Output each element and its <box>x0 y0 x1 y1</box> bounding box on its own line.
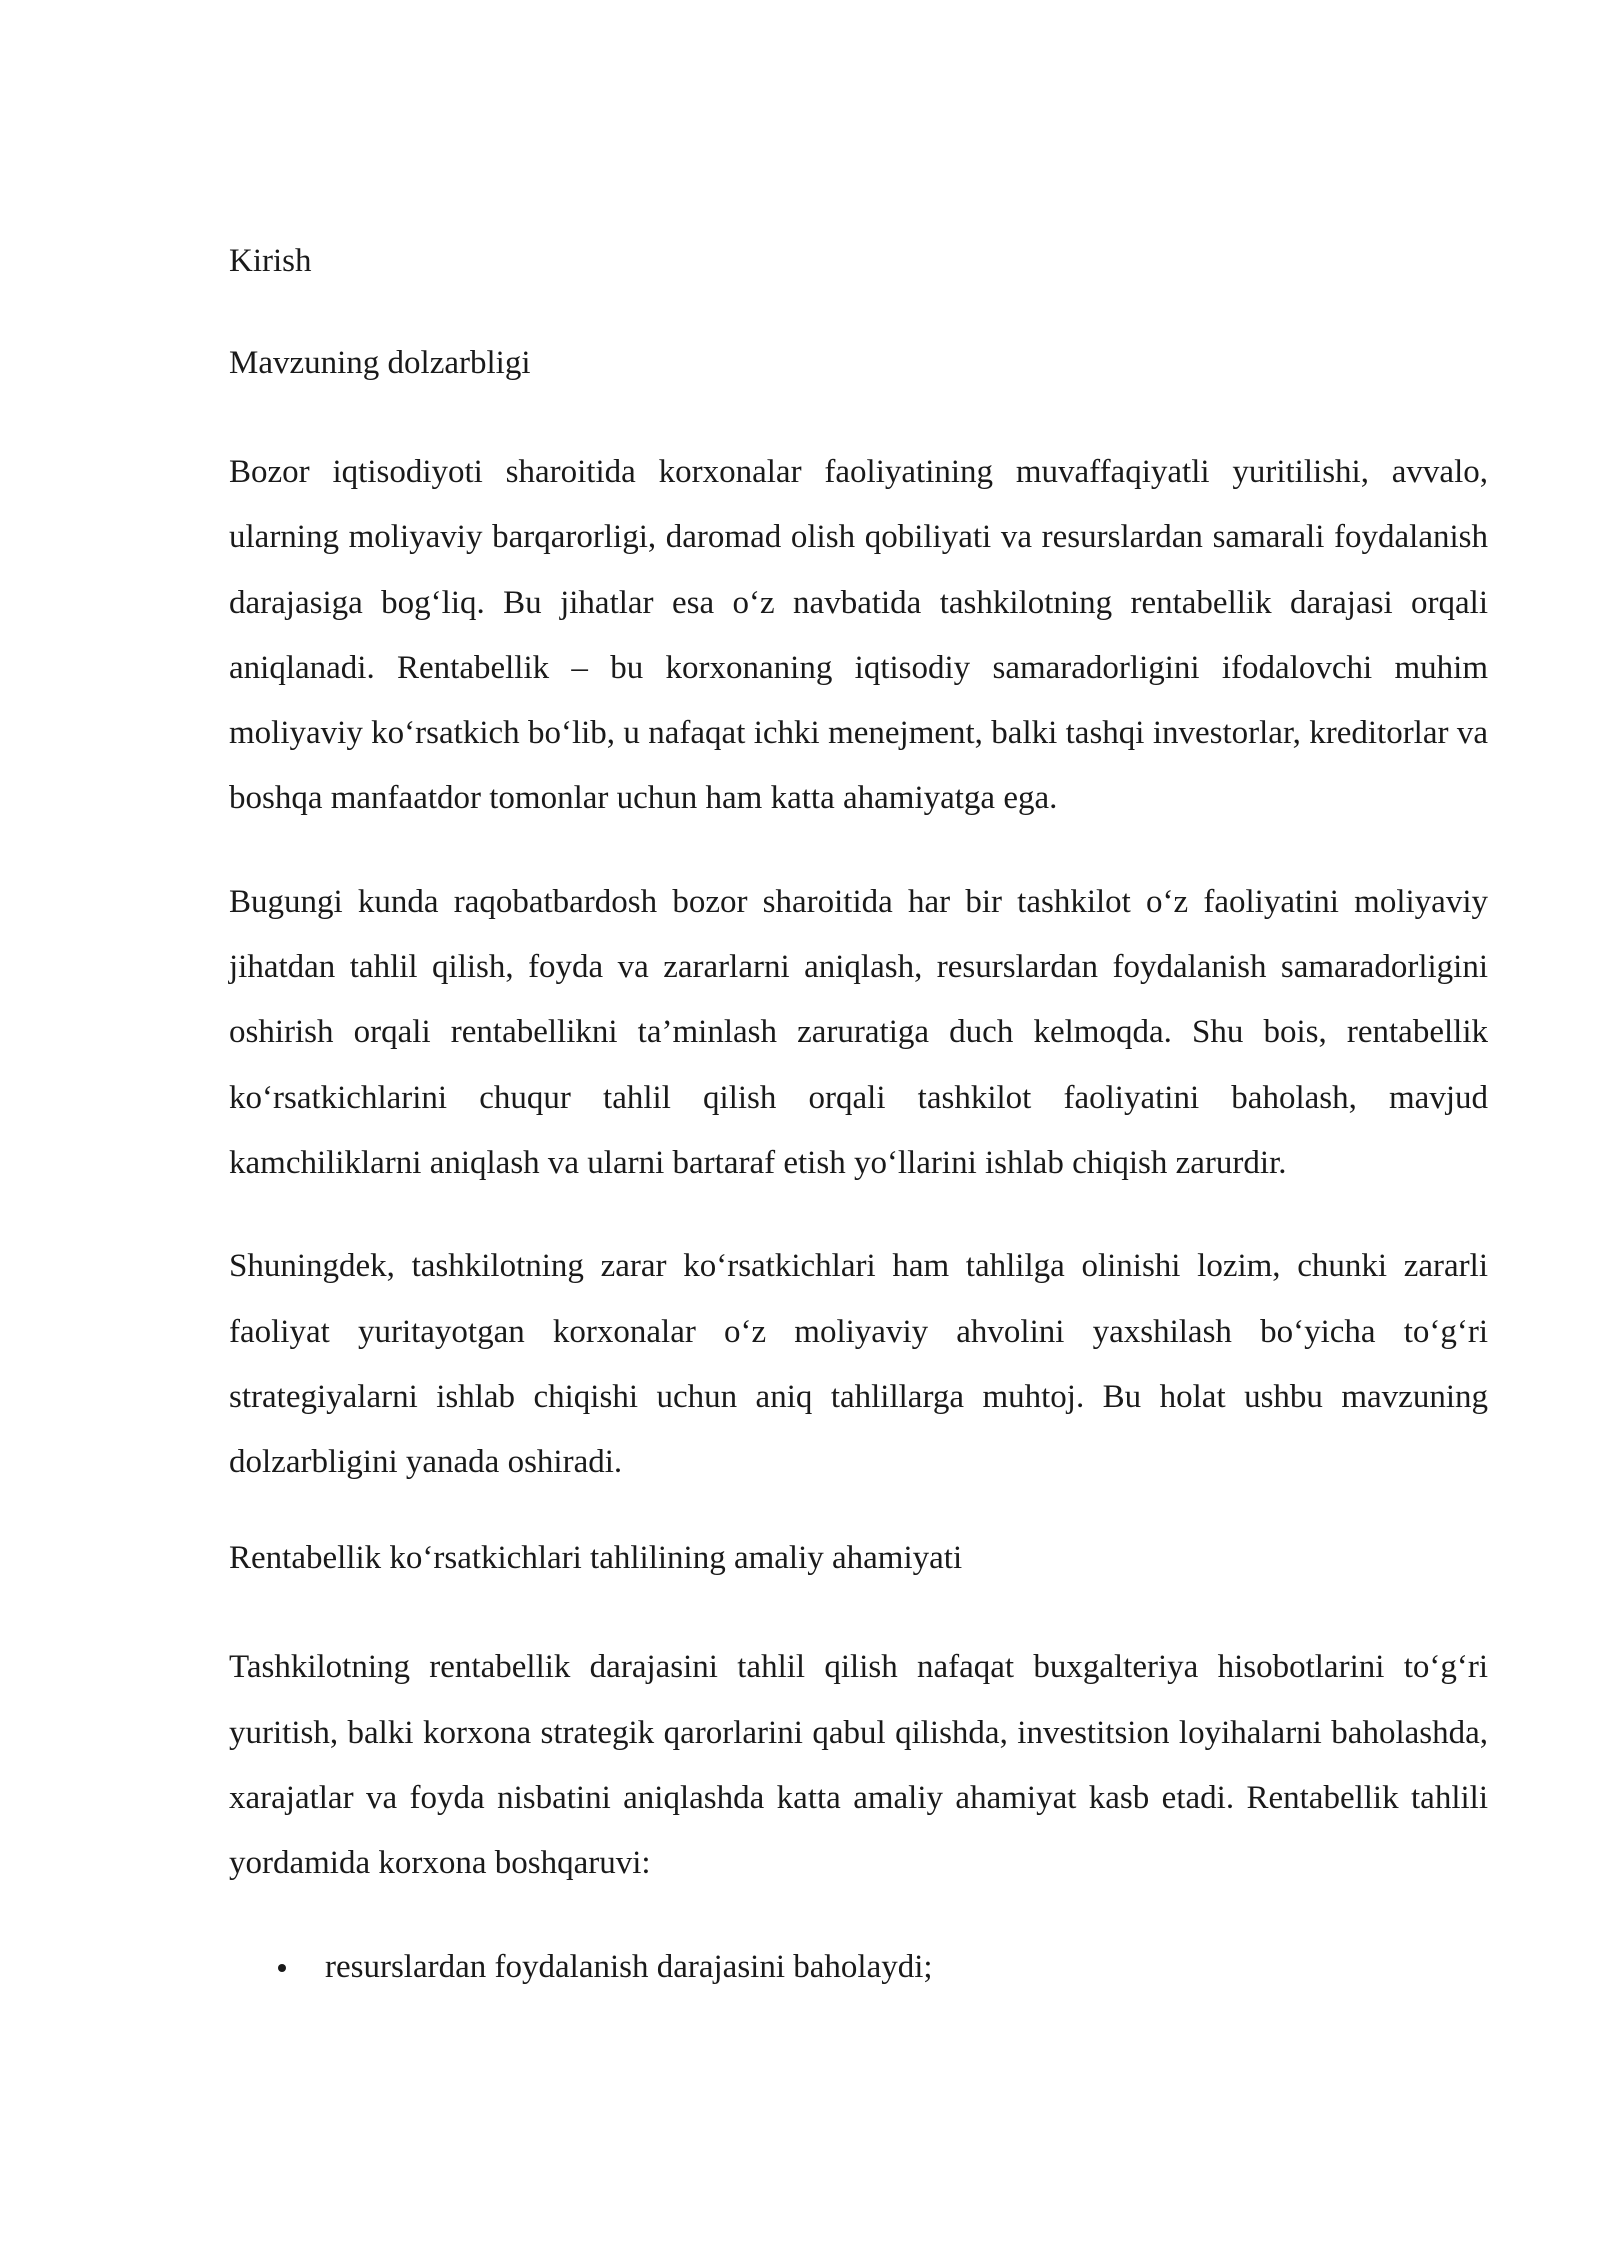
paragraph-practical: Tashkilotning rentabellik darajasini tahlil qilish nafaqat buxgalteriya hisobotlarini to‘g‘ri yuritish, balki korxona strategik qarorlarini qabul qilishda, investitsion loyihalarni baholashda, xarajatlar va foyda nisbatini aniqlashda katta amaliy ahamiyat kasb etadi. Rentabellik tahlili yordamida korxona boshqaruvi: <box>229 1649 1488 1882</box>
list-item <box>229 1935 1488 2000</box>
section-heading-relevance: Mavzuning dolzarbligi <box>229 345 531 381</box>
document-page <box>229 236 1488 2000</box>
section-heading-practical: Rentabellik ko‘rsatkichlari tahlilining amaliy ahamiyati <box>229 1540 963 1577</box>
paragraph-relevance-1: Bozor iqtisodiyoti sharoitida korxonalar faoliyatining muvaffaqiyatli yuritilishi, avvalo, ularning moliyaviy barqarorligi, daromad olish qobiliyati va resurslardan samarali foydalanish darajasiga bog‘liq. Bu jihatlar esa o‘z navbatida tashkilotning rentabellik darajasi orqali aniqlanadi. Rentabellik – bu korxonaning iqtisodiy samaradorligini ifodalovchi muhim moliyaviy ko‘rsatkich bo‘lib, u nafaqat ichki menejment, balki tashqi investorlar, kreditorlar va boshqa manfaatdor tomonlar uchun ham katta ahamiyatga ega. <box>229 454 1488 817</box>
list-item-text: resurslardan foydalanish darajasini baholaydi; <box>325 1948 933 1985</box>
section-heading-intro: Kirish <box>229 243 312 279</box>
paragraph-relevance-3: Shuningdek, tashkilotning zarar ko‘rsatkichlari ham tahlilga olinishi lozim, chunki zararli faoliyat yuritayotgan korxonalar o‘z moliyaviy ahvolini yaxshilash bo‘yicha to‘g‘ri strategiyalarni ishlab chiqishi uchun aniq tahlillarga muhtoj. Bu holat ushbu mavzuning dolzarbligini yanada oshiradi. <box>229 1248 1488 1481</box>
bullet-icon <box>278 1964 286 1972</box>
paragraph-relevance-2: Bugungi kunda raqobatbardosh bozor sharoitida har bir tashkilot o‘z faoliyatini moliyaviy jihatdan tahlil qilish, foyda va zararlarni aniqlash, resurslardan foydalanish samaradorligini oshirish orqali rentabellikni ta’minlash zaruratiga duch kelmoqda. Shu bois, rentabellik ko‘rsatkichlarini chuqur tahlil qilish orqali tashkilot faoliyatini baholash, mavjud kamchiliklarni aniqlash va ularni bartaraf etish yo‘llarini ishlab chiqish zarurdir. <box>229 883 1488 1181</box>
bullet-list <box>229 1935 1488 2000</box>
